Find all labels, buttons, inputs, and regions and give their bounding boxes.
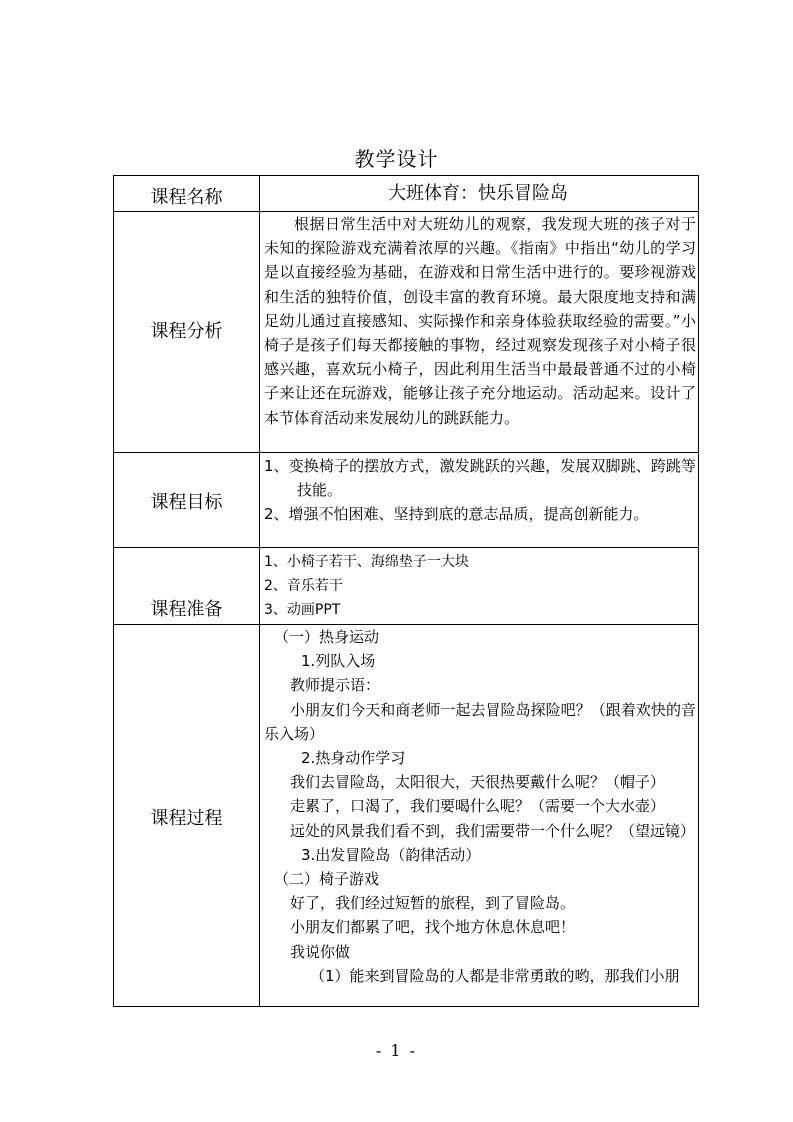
page-number: - 1 - [375, 1041, 418, 1060]
process-line: 教师提示语： [290, 676, 381, 695]
process-line: 走累了，口渴了，我们要喝什么呢？（需要一个大水壶） [290, 797, 666, 816]
course-analysis-label: 课程分析 [114, 212, 260, 453]
course-goals-label: 课程目标 [114, 453, 260, 548]
process-line: 好了，我们经过短暂的旅程，到了冒险岛。 [290, 894, 576, 913]
row-course-preparation [114, 548, 699, 625]
course-process-content [260, 625, 699, 1007]
process-line: 我们去冒险岛，太阳很大，天很热要戴什么呢？（帽子） [290, 773, 666, 792]
preparation-item: 3、动画PPT [264, 602, 341, 619]
course-name-value: 大班体育：快乐冒险岛 [260, 176, 699, 212]
course-name-label: 课程名称 [114, 176, 260, 212]
process-line: 小朋友们今天和商老师一起去冒险岛探险吧？（跟着欢快的音乐入场） [264, 700, 696, 743]
course-process-label: 课程过程 [114, 625, 260, 1007]
process-line: （1）能来到冒险岛的人都是非常勇敢的哟，那我们小朋 [310, 966, 680, 985]
course-analysis-content [260, 212, 699, 453]
goal-item: 2、增强不怕困难、坚持到底的意志品质，提高创新能力。 [264, 505, 649, 524]
course-preparation-label: 课程准备 [114, 548, 260, 625]
row-course-name [114, 176, 699, 212]
goal-item: 1、变换椅子的摆放方式，激发跳跃的兴趣，发展双脚跳、跨跳等技能。 [264, 457, 696, 500]
process-step: 2.热身动作学习 [301, 749, 406, 768]
process-step: 3.出发冒险岛（韵律活动） [301, 845, 481, 864]
process-step: 1.列队入场 [301, 652, 376, 671]
preparation-item: 1、小椅子若干、海绵垫子一大块 [264, 554, 469, 570]
course-analysis-text: 根据日常生活中对大班幼儿的观察，我发现大班的孩子对于未知的探险游戏充满着浓厚的兴趣。《指南》中指出“幼儿的学习是以直接经验为基础，在游戏和日常生活中进行的。要珍视游戏和生活的独特价值，创设丰富的教育环境。最大限度地支持和满足幼儿通过直接感知、实际操作和亲身体验获取经验的需要。”小椅子是孩子们每天都接触的事物，经过观察发现孩子对小椅子很感兴趣，喜欢玩小椅子，因此利用生活当中最最普通不过的小椅子来让还在玩游戏，能够让孩子充分地运动。活动起来。设计了本节体育活动来发展幼儿的跳跃能力。 [264, 215, 696, 427]
process-section-heading: （一）热身运动 [274, 628, 380, 646]
course-goals-content [260, 453, 699, 548]
row-course-process [114, 625, 699, 1007]
preparation-item: 2、音乐若干 [264, 578, 343, 595]
row-course-goals [114, 453, 699, 548]
process-line: 小朋友们都累了吧，找个地方休息休息吧！ [290, 918, 576, 937]
process-line: 远处的风景我们看不到，我们需要带一个什么呢？（望远镜） [290, 821, 696, 840]
lesson-plan-table [113, 175, 699, 1007]
course-preparation-content [260, 548, 699, 625]
document-title: 教学设计 [354, 147, 439, 171]
process-line: 我说你做 [290, 942, 351, 961]
process-section-heading: （二）椅子游戏 [274, 870, 380, 889]
row-course-analysis [114, 212, 699, 453]
